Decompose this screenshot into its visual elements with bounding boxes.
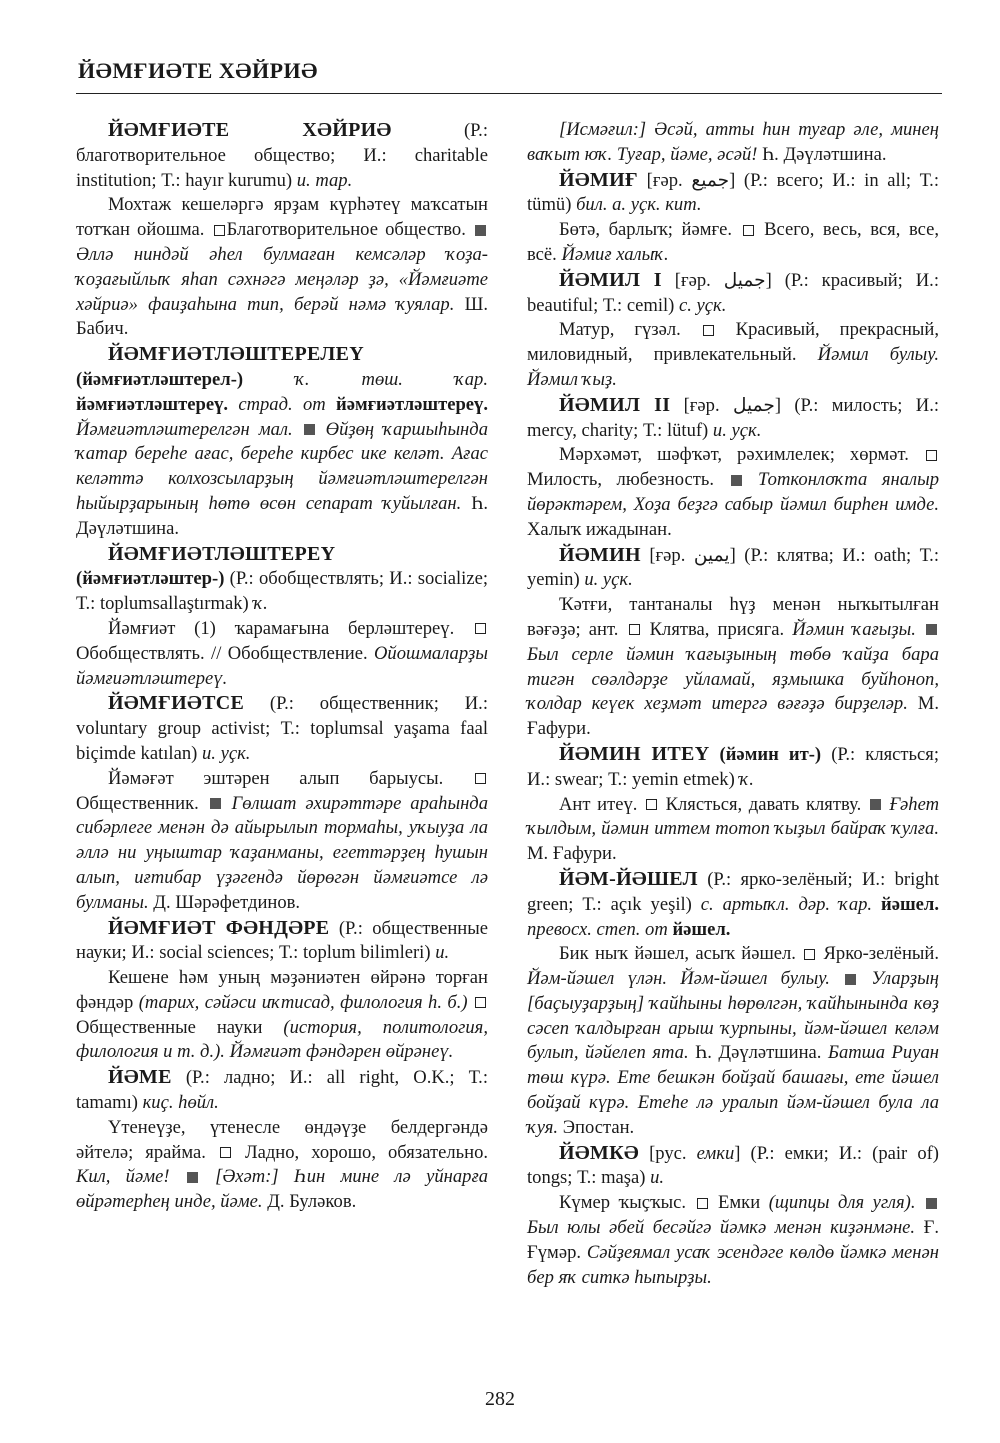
entry-definition <box>76 966 488 1065</box>
entry-definition <box>76 617 488 691</box>
italic-text: и. <box>650 1167 665 1189</box>
body-text: (Р.: общественник; И.: voluntary group activist; Т.: toplumsal yaşama faal biçimde katılan) <box>76 693 488 764</box>
bold-text: (йәмғиәтләштер-) <box>76 568 230 590</box>
italic-text: [Исмәғил:] Әсәй, атты һин туғар әле, минең ваҡыт юҡ. Туғар, йәме, әсәй! <box>527 119 939 165</box>
body-text: М. Ғафури. <box>527 843 617 865</box>
headword: ЙӘМҒИӘТЛӘШТЕРЕЛЕҮ <box>108 343 365 366</box>
entry-definition <box>527 443 939 542</box>
body-text: (Р.: ладно; И.: all right, O.K.; Т.: tamamı) <box>76 1067 488 1114</box>
translation-marker-icon <box>214 225 225 236</box>
entry-definition <box>527 218 939 268</box>
bold-text: (йәмин ит-) <box>719 743 832 765</box>
left-column <box>76 118 488 1215</box>
italic-text: с. уҫк. <box>679 294 727 316</box>
italic-text: Гөлшат әхирәттәре араһында сибәрлеге менән дә айырылып тормаһы, уҡыуҙа ла әллә ни уңыштар ҡаҙанманы, егеттәрҙең һушын алып, иғтибар үҙәгендә йөрөгән йәмғиәтсе лә булманы. <box>76 792 488 913</box>
example-marker-icon <box>187 1172 198 1183</box>
headword: ЙӘМИН ИТЕҮ <box>559 742 710 765</box>
body-text: Йәмәғәт эштәрен алып барыусы. <box>108 767 473 789</box>
body-text: Кешене һәм уның мәҙәниәтен өйрәнә торған фәндәр <box>76 967 488 1013</box>
body-text: Һ. Дәүләтшина. <box>688 1042 828 1064</box>
dictionary-entry <box>527 268 939 319</box>
entry-definition <box>76 193 488 342</box>
translation-marker-icon <box>703 325 714 336</box>
body-text: Милость, любезность. <box>527 469 729 491</box>
dictionary-entry <box>527 393 939 444</box>
body-text: М. Ғафури. <box>527 693 939 740</box>
entry-definition <box>76 767 488 916</box>
headword: ЙӘМҒИӘТЕ ХӘЙРИӘ <box>108 119 392 141</box>
entry-definition <box>76 1116 488 1215</box>
italic-text: Батша Риуан төш күрә. Ете бешкән бойҙай башағы, ете йәшел бойҙай күрә. Етеһе лә уралып йәм-йәшел була ла ҡуя. <box>527 1042 939 1138</box>
body-text: Үтенеүҙе, үтенесле өндәүҙе белдергәндә әйтелә; ярайма. <box>76 1116 488 1163</box>
bold-text: йәшел. <box>672 918 731 940</box>
body-text: (Р.: благотворительное общество; И.: charitable institution; Т.: hayır kurumu) <box>76 120 488 191</box>
headword: ЙӘМКӘ <box>559 1141 639 1164</box>
italic-text: Был серле йәмин ҡағыҙының төбө ҡайҙа бара тигән сөәлдәрҙе уйламай, яҙмышка буйһоноп, ҡолдар кеүек хеҙмәт итергә вәғәҙә бирҙеләр. <box>527 643 939 715</box>
italic-text: ҡ. төш. ҡар. <box>295 368 488 390</box>
entry-definition <box>527 1191 939 1290</box>
body-text: [ғәр. جميل] (Р.: милость; И.: mercy, charity; Т.: lütuf) <box>527 394 940 441</box>
body-text: Ант итеү. <box>559 793 644 815</box>
italic-text: Өйҙөң ҡаршыһында ҡатар береһе ағас, береһе кирбес ике келәт. Ағас келәттә колхозсыларҙың йәмғиәтләштерелгән һыйырҙарының һөтө өсөн сепарат ҡуйылған. <box>76 418 488 514</box>
body-text: Йәмғиәт (1) ҡарамағына берләштереү. <box>108 617 473 639</box>
body-text: Всего, весь, вся, все, всё. <box>527 219 940 265</box>
body-text: Эпостан. <box>558 1116 635 1138</box>
body-text: Бөтә, барлыҡ; йәмғе. <box>559 219 741 241</box>
translation-marker-icon <box>743 225 754 236</box>
dictionary-entry <box>76 342 488 541</box>
headword: ЙӘМ-ЙӘШЕЛ <box>559 867 698 890</box>
headword: ЙӘМИҒ <box>559 168 638 191</box>
body-text: Күмер ҡыҫҡыс. <box>559 1192 695 1214</box>
example-marker-icon <box>304 424 315 435</box>
headword: ЙӘМИЛ I <box>559 268 662 291</box>
headword: ЙӘМИН <box>559 543 641 566</box>
headword: ЙӘМИЛ II <box>559 393 671 416</box>
body-text: Клясться, давать клятву. <box>659 793 868 815</box>
translation-marker-icon <box>220 1147 231 1158</box>
body-text: Обобществлять. // Обобществление. <box>76 642 374 664</box>
body-text: [ғәр. جميع] (Р.: всего; И.: in all; Т.: tümü) <box>527 169 939 216</box>
example-marker-icon <box>475 225 486 236</box>
dictionary-entry <box>527 867 939 942</box>
body-text: (Р.: ярко-зелёный; И.: bright green; Т.: açık yeşil) <box>527 868 939 915</box>
entry-definition <box>527 942 939 1140</box>
body-text: Халыҡ ижадынан. <box>527 518 672 540</box>
italic-text: с. артыҡл. дәр. ҡар. <box>700 893 881 915</box>
dictionary-entry <box>76 542 488 617</box>
example-marker-icon <box>731 475 742 486</box>
italic-text: Кил, йәме! <box>76 1166 185 1188</box>
dictionary-entry <box>76 1065 488 1116</box>
dictionary-entry <box>76 691 488 766</box>
italic-text: Ойошмаларҙы йәмғиәтләштереү. <box>76 642 488 689</box>
body-text: Ғ. Ғүмәр. <box>527 1217 940 1263</box>
translation-marker-icon <box>629 624 640 635</box>
body-text: Һ. Дәүләтшина. <box>76 492 488 539</box>
italic-text: Тотконлоҡта яналыр йөрәктәрем, Хоҙа беҙгә сабыр йәмил бирһен имде. <box>527 469 939 515</box>
dictionary-entry <box>527 168 939 219</box>
body-text: (Р.: клясться; И.: swear; Т.: yemin etmek) <box>527 743 939 790</box>
translation-marker-icon <box>697 1198 708 1209</box>
italic-text: и. уҫк. <box>712 419 762 441</box>
body-text: [рус. <box>649 1142 697 1164</box>
entry-definition <box>527 318 939 392</box>
translation-marker-icon <box>646 799 657 810</box>
translation-marker-icon <box>475 623 486 634</box>
italic-text: (тарих, сәйәси иҡтисад, филология һ. б.) <box>138 991 473 1013</box>
body-text: (Р.: общественные науки; И.: social sciences; Т.: toplum bilimleri) <box>76 917 488 964</box>
bold-text: йәшел. <box>881 893 939 915</box>
italic-text: Йәмиғ халыҡ. <box>561 243 669 265</box>
bold-text: (йәмғиәтләштерел-) <box>76 368 296 390</box>
translation-marker-icon <box>804 949 815 960</box>
italic-text: Йәм-йәшел үлән. Йәм-йәшел булыу. <box>527 968 844 990</box>
entry-definition <box>527 593 939 742</box>
italic-text: Йәмин ҡағыҙы. <box>792 618 924 640</box>
body-text: Д. Шәрәфетдинов. <box>148 891 301 913</box>
body-text: Һ. Дәүләтшина. <box>757 143 887 165</box>
translation-marker-icon <box>475 773 486 784</box>
entry-definition <box>527 793 939 867</box>
example-marker-icon <box>210 798 221 809</box>
body-text: Клятва, присяга. <box>641 618 793 640</box>
page-number: 282 <box>485 1388 515 1410</box>
dictionary-entry <box>527 543 939 594</box>
dictionary-entry <box>527 742 939 793</box>
italic-text: Йәмғиәтләштерелгән мал. <box>76 418 302 440</box>
italic-text: бил. а. уҫк. кит. <box>576 194 702 216</box>
italic-text: и. тар. <box>296 169 353 191</box>
dictionary-entry <box>76 118 488 193</box>
body-text: Емки <box>709 1192 769 1214</box>
italic-text: и. уҫк. <box>584 569 633 591</box>
body-text: Мохтаж кешеләргә ярҙам күрһәтеү маҡсатын тотҡан ойошма. <box>76 194 488 241</box>
body-text: Общественник. <box>76 792 208 814</box>
body-text: Ҡәтғи, тантаналы һүҙ менән ныҡытылған вәғәҙә; ант. <box>527 594 939 640</box>
body-text: Ярко-зелёный. <box>817 943 939 965</box>
translation-marker-icon <box>475 997 486 1008</box>
dictionary-entry <box>76 916 488 967</box>
italic-text: и. уҫк. <box>201 742 251 764</box>
italic-text: превосх. степ. от <box>527 918 673 940</box>
example-marker-icon <box>926 624 937 635</box>
italic-text: Ғәһет ҡылдым, йәмин иттем тотоп ҡыҙыл байраҡ ҡулға. <box>527 793 939 840</box>
dictionary-entry <box>527 1141 939 1192</box>
entry-definition <box>527 118 939 168</box>
italic-text: Әллә ниндәй әһел булмаған кемсәләр ҡоҙа-ҡоҙағыйлыҡ яһап сәхнәгә меңәләр ҙә, «Йәмғиәте хәйриә» фаиҙаһына тип, берәй нәмә ҡуялар. <box>76 243 488 315</box>
headword: ЙӘМҒИӘТ ФӘНДӘРЕ <box>108 916 330 939</box>
example-marker-icon <box>926 1198 937 1209</box>
body-text: Благотворительное общество. <box>226 219 473 241</box>
translation-marker-icon <box>926 450 937 461</box>
headword: ЙӘМҒИӘТСЕ <box>108 692 245 715</box>
body-text: [ғәр. يمين] (Р.: клятва; И.: oath; Т.: yemin) <box>527 544 939 591</box>
italic-text: Йәмил булыу. Йәмил ҡыҙ. <box>527 344 939 390</box>
body-text: (Р.: обобществлять; И.: socialize; Т.: toplumsallaştırmak) <box>76 568 489 615</box>
bold-text: йәмғиәтләштереү. <box>76 393 239 415</box>
body-text: Общественные науки <box>76 1016 284 1038</box>
italic-text: страд. от <box>238 393 336 415</box>
body-text: Матур, гүзәл. <box>559 319 701 341</box>
header-rule <box>76 93 942 94</box>
italic-text: [Әхәт:] Һин мине лә уйнарға өйрәтерһең инде, йәме. <box>76 1166 488 1213</box>
body-text: Бик ныҡ йәшел, асыҡ йәшел. <box>559 943 803 965</box>
body-text: [ғәр. جميل] (Р.: красивый; И.: beautiful; Т.: cemil) <box>527 269 939 316</box>
right-column <box>527 118 939 1290</box>
body-text: Ш. Бабич. <box>76 293 488 340</box>
body-text: Красивый, прекрасный, миловидный, привлекательный. <box>527 319 939 366</box>
body-text: ] (Р.: емки; И.: (pair of) tongs; Т.: maşa) <box>527 1142 939 1189</box>
italic-text: емки <box>696 1142 735 1164</box>
running-header: ЙӘМҒИӘТЕ ХӘЙРИӘ <box>78 58 318 83</box>
italic-text: Сәйҙеямал усаҡ эсендәге көлдө йәмкә менән бер яҡ ситкә һыпырҙы. <box>527 1241 939 1288</box>
italic-text: (история, политология, филология и т. д.). Йәмғиәт фәндәрен өйрәнеү. <box>76 1016 488 1063</box>
italic-text: ҡ. <box>253 593 268 615</box>
headword: ЙӘМЕ <box>108 1066 172 1089</box>
italic-text: Уларҙың [баҫыуҙарҙың] ҡайһыны һөрөлгән, ҡайһынында көҙ сәсеп ҡалдырған арыш ҡурпыны, йәм-йәшел келәм булып, йәйелеп ята. <box>527 968 940 1064</box>
example-marker-icon <box>870 799 881 810</box>
headword: ЙӘМҒИӘТЛӘШТЕРЕҮ <box>108 542 336 565</box>
bold-text: йәмғиәтләштереү. <box>335 393 489 415</box>
body-text: Мәрхәмәт, шәфҡәт, рәхимлелек; хөрмәт. <box>559 444 924 466</box>
body-text: Д. Буләков. <box>262 1191 357 1213</box>
body-text: Ладно, хорошо, обязательно. <box>232 1141 489 1163</box>
italic-text: (щипцы для угля). <box>768 1192 925 1214</box>
italic-text: Был юлы әбей бесәйгә йәмкә менән киҙәнмәне. <box>527 1217 916 1239</box>
example-marker-icon <box>845 974 856 985</box>
italic-text: киҫ. һөйл. <box>142 1092 219 1114</box>
italic-text: ҡ. <box>739 768 754 790</box>
italic-text: и. <box>435 942 450 964</box>
